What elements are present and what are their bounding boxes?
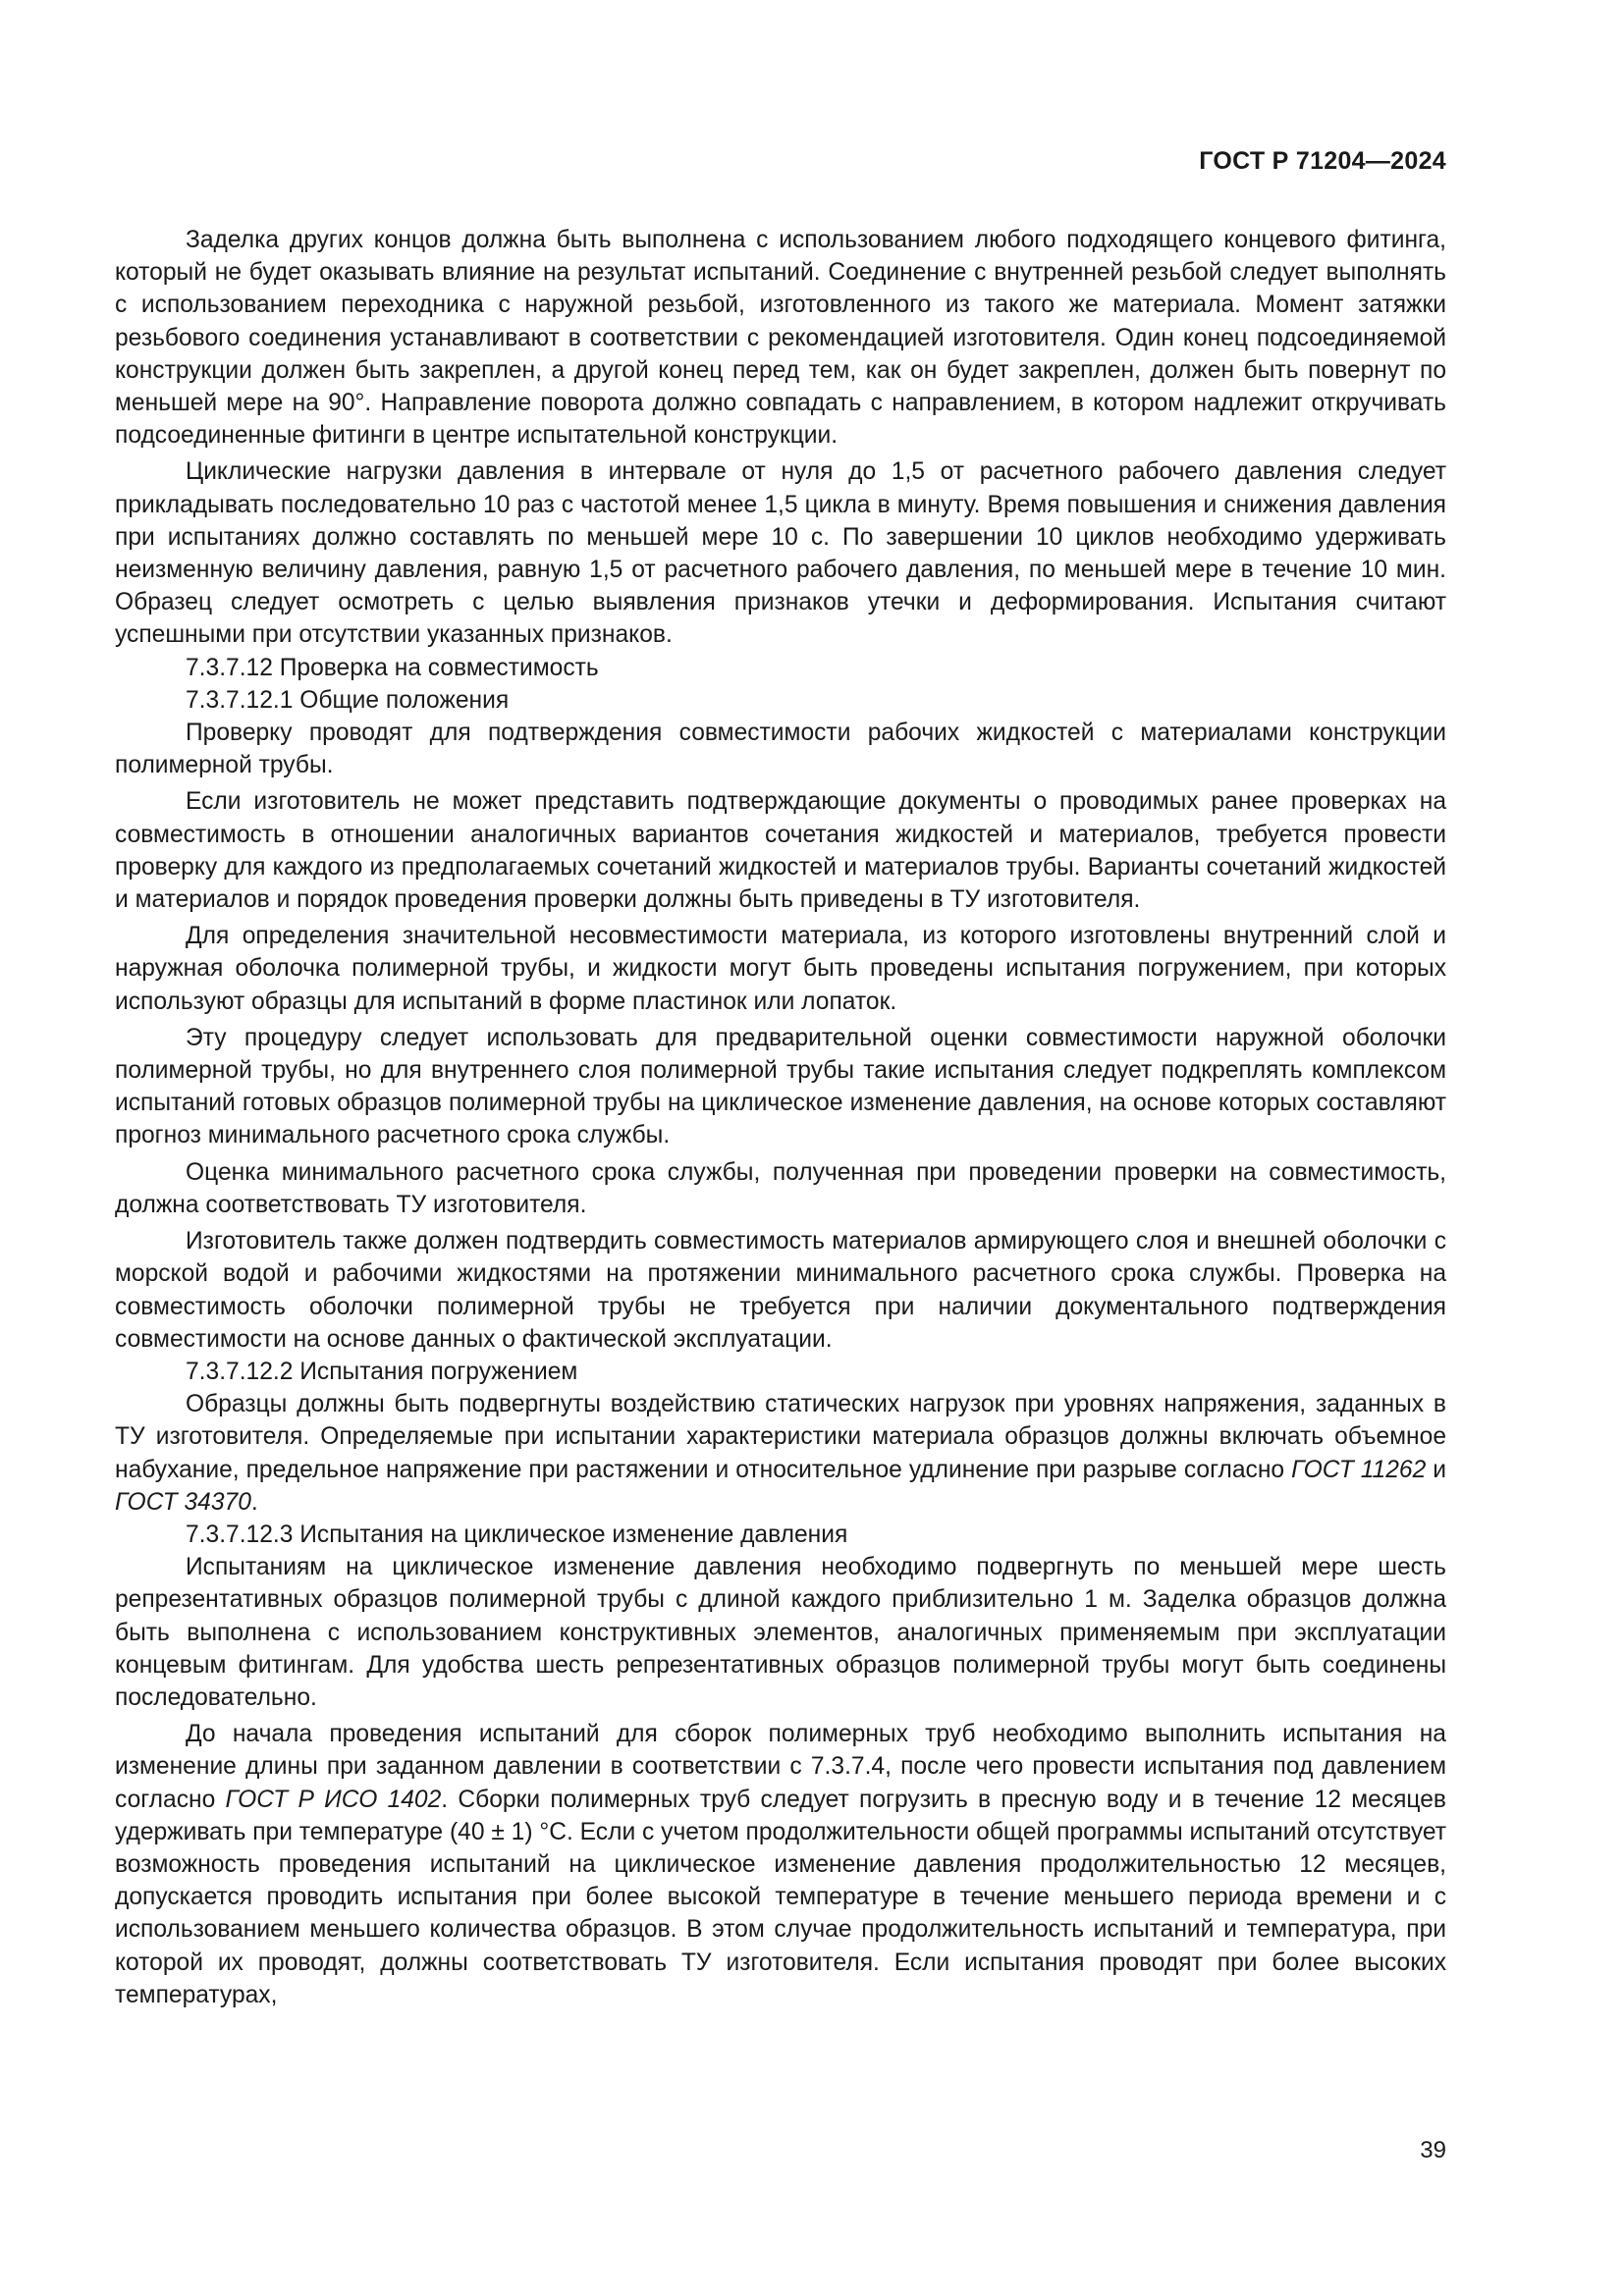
section-heading: 7.3.7.12.2 Испытания погружением <box>186 1358 578 1385</box>
paragraph-text: До начала проведения испытаний для сборок полимерных труб необходимо выполнить испытания на изменение длины при заданном давлении в соответствии с 7.3.7.4, после чего провести испытания под давлением согласно <box>115 1721 1446 1813</box>
paragraph-text: . <box>250 1488 258 1516</box>
paragraph: Циклические нагрузки давления в интервале от нуля до 1,5 от расчетного рабочего давления следует прикладывать последовательно 10 раз с частотой менее 1,5 цикла в минуту. Время повышения и снижения давления при испытаниях должно составлять по меньшей мере 10 с. По завершении 10 циклов необходимо удерживать неизменную величину давления, равную 1,5 от расчетного рабочего давления, по меньшей мере в течение 10 мин. Образец следует осмотреть с целью выявления признаков утечки и деформирования. Испытания считают успешными при отсутствии указанных признаков. <box>115 458 1446 649</box>
standard-reference: ГОСТ 34370 <box>115 1488 251 1516</box>
paragraph: Изготовитель также должен подтвердить совместимость материалов армирующего слоя и внешней оболочки с морской водой и рабочими жидкостями на протяжении минимального расчетного срока службы. Проверка на совместимость оболочки полимерной трубы не требуется при наличии документального подтверждения совместимости на основе данных о фактической эксплуатации. <box>115 1228 1446 1353</box>
section-heading: 7.3.7.12.3 Испытания на циклическое изменение давления <box>186 1521 848 1548</box>
paragraph <box>115 1388 1446 1519</box>
section-heading: 7.3.7.12 Проверка на совместимость <box>186 654 599 681</box>
paragraph: Для определения значительной несовместимости материала, из которого изготовлены внутренний слой и наружная оболочка полимерной трубы, и жидкости могут быть проведены испытания погружением, при которых используют образцы для испытаний в форме пластинок или лопаток. <box>115 923 1446 1015</box>
paragraph: Оценка минимального расчетного срока службы, полученная при проведении проверки на совместимость, должна соответствовать ТУ изготовителя. <box>115 1158 1446 1218</box>
paragraph <box>115 1718 1446 2011</box>
paragraph: Испытаниям на циклическое изменение давления необходимо подвергнуть по меньшей мере шесть репрезентативных образцов полимерной трубы с длиной каждого приблизительно 1 м. Заделка образцов должна быть выполнена с использованием конструктивных элементов, аналогичных применяемым при эксплуатации концевым фитингам. Для удобства шесть репрезентативных образцов полимерной трубы могут быть соединены последовательно. <box>115 1554 1446 1711</box>
page-number: 39 <box>1420 2137 1446 2163</box>
paragraph: Если изготовитель не может представить подтверждающие документы о проводимых ранее проверках на совместимость в отношении аналогичных вариантов сочетания жидкостей и материалов, требуется провести проверку для каждого из предполагаемых сочетаний жидкостей и материалов трубы. Варианты сочетаний жидкостей и материалов и порядок проведения проверки должны быть приведены в ТУ изготовителя. <box>115 788 1446 914</box>
paragraph-text: и <box>1426 1456 1446 1483</box>
paragraph: Заделка других концов должна быть выполнена с использованием любого подходящего концевого фитинга, который не будет оказывать влияние на результат испытаний. Соединение с внутренней резьбой следует выполнять с использованием переходника с наружной резьбой, изготовленного из такого же материала. Момент затяжки резьбового соединения устанавливают в соответствии с рекомендацией изготовителя. Один конец подсоединяемой конструкции должен быть закреплен, а другой конец перед тем, как он будет закреплен, должен быть повернут по меньшей мере на 90°. Направление поворота должно совпадать с направлением, в котором надлежит откручивать подсоединенные фитинги в центре испытательной конструкции. <box>115 227 1446 450</box>
document-body <box>115 224 1446 2011</box>
paragraph: Эту процедуру следует использовать для предварительной оценки совместимости наружной оболочки полимерной трубы, но для внутреннего слоя полимерной трубы такие испытания следует подкреплять комплексом испытаний готовых образцов полимерной трубы на циклическое изменение давления, на основе которых составляют прогноз минимального расчетного срока службы. <box>115 1024 1446 1149</box>
section-heading: 7.3.7.12.1 Общие положения <box>186 686 510 714</box>
standard-reference: ГОСТ Р ИСО 1402 <box>225 1786 442 1813</box>
paragraph: Проверку проводят для подтверждения совместимости рабочих жидкостей с материалами конструкции полимерной трубы. <box>115 720 1446 779</box>
document-header: ГОСТ Р 71204—2024 <box>1199 147 1446 175</box>
standard-reference: ГОСТ 11262 <box>1291 1456 1427 1483</box>
paragraph-text: Образцы должны быть подвергнуты воздействию статических нагрузок при уровнях напряжения, заданных в ТУ изготовителя. Определяемые при испытании характеристики материала образцов должны включать объемное набухание, предельное напряжение при растяжении и относительное удлинение при разрыве согласно <box>115 1391 1446 1483</box>
paragraph-text: . Сборки полимерных труб следует погрузить в пресную воду и в течение 12 месяцев удерживать при температуре (40 ± 1) °С. Если с учетом продолжительности общей программы испытаний отсутствует возможность проведения испытаний на циклическое изменение давления продолжительностью 12 месяцев, допускается проводить испытания при более высокой температуре в течение меньшего периода времени и с использованием меньшего количества образцов. В этом случае продолжительность испытаний и температура, при которой их проводят, должны соответствовать ТУ изготовителя. Если испытания проводят при более высоких температурах, <box>115 1786 1446 2008</box>
